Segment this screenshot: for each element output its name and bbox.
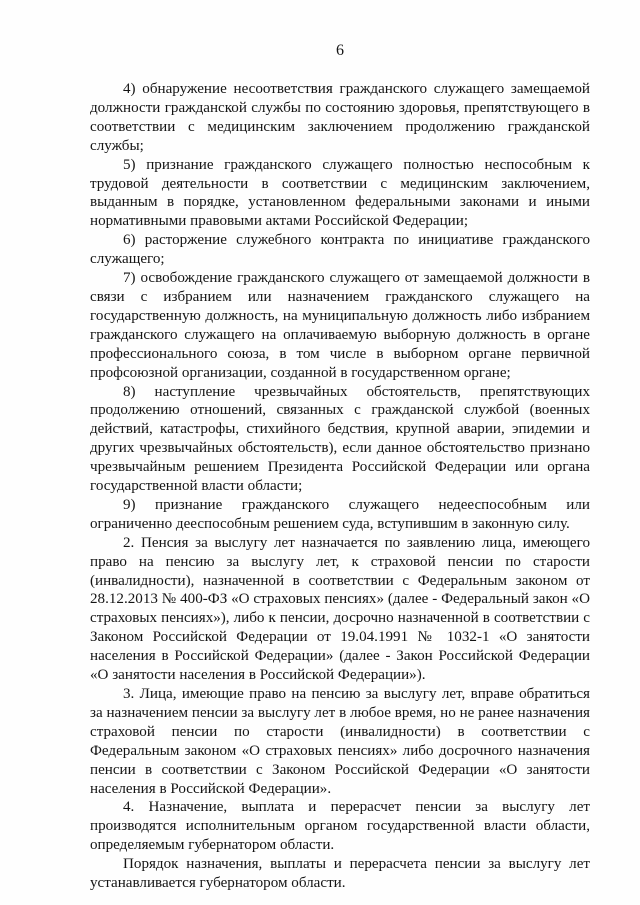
paragraph-item-6: 6) расторжение служебного контракта по инициативе гражданского служащего; xyxy=(90,232,590,268)
paragraph-section-3: 3. Лица, имеющие право на пенсию за выслугу лет, вправе обратиться за назначением пенсии за выслугу лет в любое время, но не ранее назначения страховой пенсии по старости (инвалидности) в соответствии с Федеральным законом «О страховых пенсиях» либо досрочного назначения пенсии в соответствии с Законом Российской Федерации «О занятости населения в Российской Федерации». xyxy=(90,686,590,797)
paragraph-section-4: 4. Назначение, выплата и перерасчет пенсии за выслугу лет производятся исполнительным органом государственной власти области, определяемым губернатором области. xyxy=(90,799,590,854)
paragraph-item-4: 4) обнаружение несоответствия гражданского служащего замещаемой должности гражданской службы по состоянию здоровья, препятствующего в соответствии с медицинским заключением продолжению гражданской службы; xyxy=(90,81,590,154)
paragraph-item-7: 7) освобождение гражданского служащего от замещаемой должности в связи с избранием или назначением гражданского служащего на государственную должность, на муниципальную должность либо избранием гражданского служащего на оплачиваемую выборную должность в органе профессионального союза, в том числе в выборном органе первичной профсоюзной организации, созданной в государственном органе; xyxy=(90,270,590,381)
page-number: 6 xyxy=(336,42,344,59)
paragraph-procedure: Порядок назначения, выплаты и перерасчета пенсии за выслугу лет устанавливается губернатором области. xyxy=(90,856,590,892)
paragraph-item-5: 5) признание гражданского служащего полностью неспособным к трудовой деятельности в соответствии с медицинским заключением, выданным в порядке, установленном федеральными законами и иными нормативными правовыми актами Российской Федерации; xyxy=(90,156,590,230)
paragraph-section-2: 2. Пенсия за выслугу лет назначается по заявлению лица, имеющего право на пенсию за выслугу лет, к страховой пенсии по старости (инвалидности), назначенной в соответствии с Федеральным законом от 28.12.2013 № 400-ФЗ «О страховых пенсиях» (далее - Федеральный закон «О страховых пенсиях»), либо к пенсии, досрочно назначенной в соответствии с Законом Российской Федерации от 19.04.1991 № 1032-1 «О занятости населения в Российской Федерации» (далее - Закон Российской Федерации «О занятости населения в Российской Федерации»). xyxy=(90,534,590,684)
paragraph-item-9: 9) признание гражданского служащего недееспособным или ограниченно дееспособным решением суда, вступившим в законную силу. xyxy=(90,496,590,532)
paragraph-item-8: 8) наступление чрезвычайных обстоятельств, препятствующих продолжению отношений, связанных с гражданской службой (военных действий, катастрофы, стихийного бедствия, крупной аварии, эпидемии и других чрезвычайных обстоятельств), если данное обстоятельство признано чрезвычайным решением Президента Российской Федерации или органа государственной власти области; xyxy=(90,383,590,495)
